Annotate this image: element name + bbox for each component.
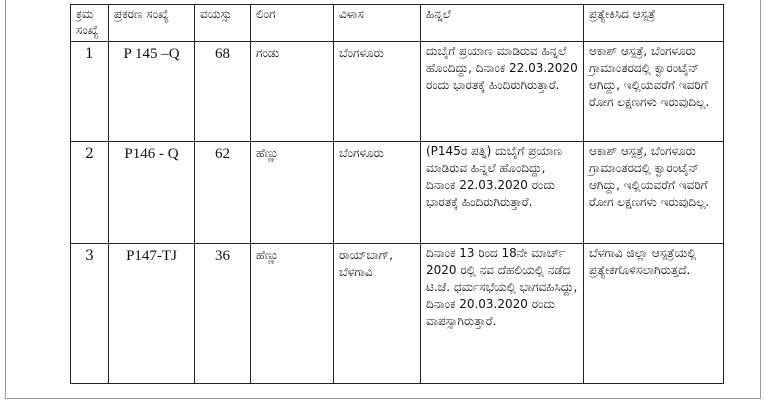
cell-address: ಬೆಂಗಳೂರು bbox=[334, 42, 421, 142]
cell-history: ದುಬೈಗೆ ಪ್ರಯಾಣ ಮಾಡಿರುವ ಹಿನ್ನಲೆ ಹೊಂದಿದ್ದು, ದಿನಾಂಕ 22.03.2020 ರಂದು ಭಾರತಕ್ಕೆ ಹಿಂದಿರುಗಿರುತ್ತಾರೆ. bbox=[421, 42, 584, 142]
cell-history: (P145ರ ಪತ್ನಿ) ದುಬೈಗೆ ಪ್ರಯಾಣ ಮಾಡಿರುವ ಹಿನ್ನಲೆ ಹೊಂದಿದ್ದು, ದಿನಾಂಕ 22.03.2020 ರಂದು ಭಾರತಕ್ಕೆ ಹಿಂದಿರುಗಿರುತ್ತಾರೆ. bbox=[421, 142, 584, 244]
header-serial: ಕ್ರಮ ಸಂಖ್ಯೆ bbox=[71, 5, 109, 42]
cell-age: 62 bbox=[195, 142, 251, 244]
cell-serial: 3 bbox=[71, 244, 109, 384]
header-age: ವಯಸ್ಸು bbox=[195, 5, 251, 42]
cell-history: ದಿನಾಂಕ 13 ರಿಂದ 18ನೇ ಮಾರ್ಚ್ 2020 ರಲ್ಲಿ ನವ ದೆಹಲಿಯಲ್ಲಿ ನಡೆದ ಟಿ.ಜೆ. ಧರ್ಮಸಭೆಯಲ್ಲಿ ಭಾಗವಹಿಸಿದ್ದು, ದಿನಾಂಕ 20.03.2020 ರಂದು ವಾಪಸ್ಸಾಗಿರುತ್ತಾರೆ. bbox=[421, 244, 584, 384]
header-history: ಹಿನ್ನಲೆ bbox=[421, 5, 584, 42]
cell-hospital: ಆಕಾಶ್ ಆಸ್ಪತ್ರೆ, ಬೆಂಗಳೂರು ಗ್ರಾಮಾಂತರದಲ್ಲಿ ಕ್ವಾರಂಟೈನ್ ಆಗಿದ್ದು, ಇಲ್ಲಿಯವರೆಗೆ ಇವರಿಗೆ ರೋಗ ಲಕ್ಷಣಗಳು ಇರುವುದಿಲ್ಲ. bbox=[584, 42, 724, 142]
table-header-row bbox=[71, 5, 724, 42]
cell-age: 36 bbox=[195, 244, 251, 384]
cell-gender: ಹೆಣ್ಣು bbox=[251, 244, 334, 384]
table-row bbox=[71, 42, 724, 142]
table-row bbox=[71, 142, 724, 244]
cell-age: 68 bbox=[195, 42, 251, 142]
cell-case: P146 - Q bbox=[109, 142, 195, 244]
cell-case: P147-TJ bbox=[109, 244, 195, 384]
cell-hospital: ಆಕಾಶ್ ಆಸ್ಪತ್ರೆ, ಬೆಂಗಳೂರು ಗ್ರಾಮಾಂತರದಲ್ಲಿ ಕ್ವಾರಂಟೈನ್ ಆಗಿದ್ದು, ಇಲ್ಲಿಯವರೆಗೆ ಇವರಿಗೆ ರೋಗ ಲಕ್ಷಣಗಳು ಇರುವುದಿಲ್ಲ. bbox=[584, 142, 724, 244]
header-hospital: ಪ್ರತ್ಯೇಕಿಸಿದ ಆಸ್ಪತ್ರೆ bbox=[584, 5, 724, 42]
cell-serial: 2 bbox=[71, 142, 109, 244]
cell-gender: ಗಂಡು bbox=[251, 42, 334, 142]
header-case: ಪ್ರಕರಣ ಸಂಖ್ಯೆ bbox=[109, 5, 195, 42]
cell-case: P 145 –Q bbox=[109, 42, 195, 142]
patient-table bbox=[70, 4, 724, 384]
table-row bbox=[71, 244, 724, 384]
header-address: ವಿಳಾಸ bbox=[334, 5, 421, 42]
header-gender: ಲಿಂಗ bbox=[251, 5, 334, 42]
cell-address: ಬೆಂಗಳೂರು bbox=[334, 142, 421, 244]
cell-gender: ಹೆಣ್ಣು bbox=[251, 142, 334, 244]
cell-hospital: ಬೆಳಗಾವಿ ಜಿಲ್ಲಾ ಆಸ್ಪತ್ರೆಯಲ್ಲಿ ಪ್ರತ್ಯೇಕಗೊಳಿಸಲಾಗಿರುತ್ತದೆ. bbox=[584, 244, 724, 384]
cell-address: ರಾಯ್‌ಬಾಗ್, ಬೆಳಗಾವಿ bbox=[334, 244, 421, 384]
cell-serial: 1 bbox=[71, 42, 109, 142]
